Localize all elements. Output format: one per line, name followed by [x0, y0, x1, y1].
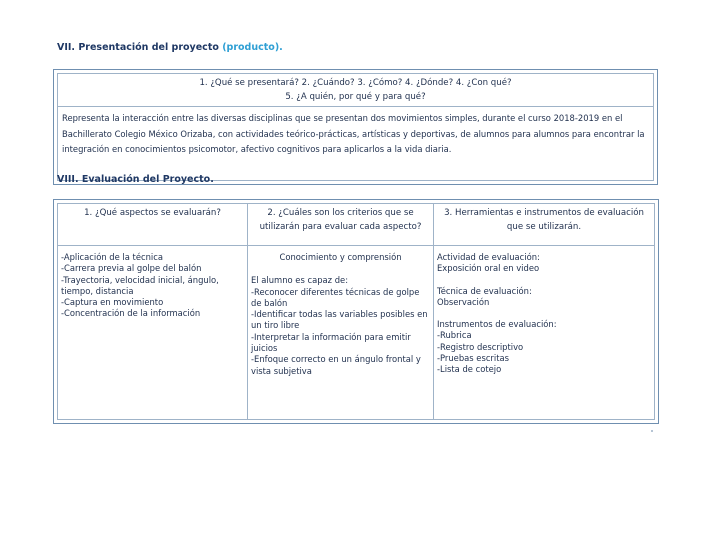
section-viii-heading [57, 174, 214, 185]
aspect-item: -Concentración de la información [61, 308, 201, 319]
questions-line-1: 1. ¿Qué se presentará? 2. ¿Cuándo? 3. ¿Cómo? 4. ¿Dónde? 4. ¿Con qué? [199, 78, 512, 88]
questions-line-2: 5. ¿A quién, por qué y para qué? [285, 92, 426, 102]
evaluation-table [53, 199, 659, 424]
criteria-list [251, 252, 430, 377]
evaluation-column-aspects [58, 204, 248, 419]
header-tools: 3. Herramientas e instrumentos de evaluación que se utilizarán. [434, 204, 654, 246]
criteria-item: El alumno es capaz de: [251, 275, 349, 286]
section-vii-title-accent: (producto). [222, 42, 283, 53]
tools-item: Observación [437, 296, 490, 307]
tools-item: -Registro descriptivo [437, 341, 524, 352]
presentation-inner [57, 73, 654, 181]
evaluation-column-tools [434, 204, 654, 419]
aspects-list [61, 252, 244, 320]
header-criteria: 2. ¿Cuáles son los criterios que se utilizarán para evaluar cada aspecto? [248, 204, 433, 246]
header-aspects: 1. ¿Qué aspectos se evaluarán? [58, 204, 247, 246]
criteria-item: -Enfoque correcto en un ángulo frontal y vista subjetiva [251, 354, 421, 376]
aspect-item: -Captura en movimiento [61, 297, 164, 308]
presentation-box [53, 69, 658, 185]
tools-item: Técnica de evaluación: [437, 285, 532, 296]
tools-item: Instrumentos de evaluación: [437, 319, 557, 330]
evaluation-table-inner [57, 203, 655, 420]
aspect-item: -Aplicación de la técnica [61, 252, 163, 262]
criteria-item: -Reconocer diferentes técnicas de golpe de balón [251, 286, 420, 308]
tools-item: Exposición oral en video [437, 263, 540, 274]
section-viii-title: VIII. Evaluación del Proyecto. [57, 174, 214, 185]
criteria-title: Conocimiento y comprensión [279, 252, 402, 262]
aspect-item: tiempo, distancia [61, 285, 134, 296]
tools-item: -Lista de cotejo [437, 364, 502, 375]
questions-row [58, 74, 653, 107]
criteria-item: -Interpretar la información para emitir juicios [251, 331, 411, 354]
section-vii-heading [57, 42, 283, 53]
evaluation-column-criteria [248, 204, 434, 419]
section-vii-title: VII. Presentación del proyecto [57, 42, 219, 53]
tools-item: -Rubrica [437, 330, 472, 341]
decorative-dot [651, 430, 653, 432]
tools-item: Actividad de evaluación: [437, 252, 540, 262]
criteria-item: -Identificar todas las variables posibles en un tiro libre [251, 309, 428, 331]
aspect-item: -Trayectoria, velocidad inicial, ángulo, [61, 274, 219, 285]
tools-item: -Pruebas escritas [437, 353, 509, 364]
aspect-item: -Carrera previa al golpe del balón [61, 263, 202, 274]
presentation-description: Representa la interacción entre las diversas disciplinas que se presentan dos movimientos simples, durante el curso 2018-2019 en el Bachillerato Colegio México Orizaba, con actividades teórico-prácticas, artísticas y deportivas, de alumnos para alumnos para encontrar la integración en conocimientos psicomotor, afectivo cognitivos para aplicarlos a la vida diaria. [62, 113, 645, 154]
tools-list [437, 252, 651, 376]
